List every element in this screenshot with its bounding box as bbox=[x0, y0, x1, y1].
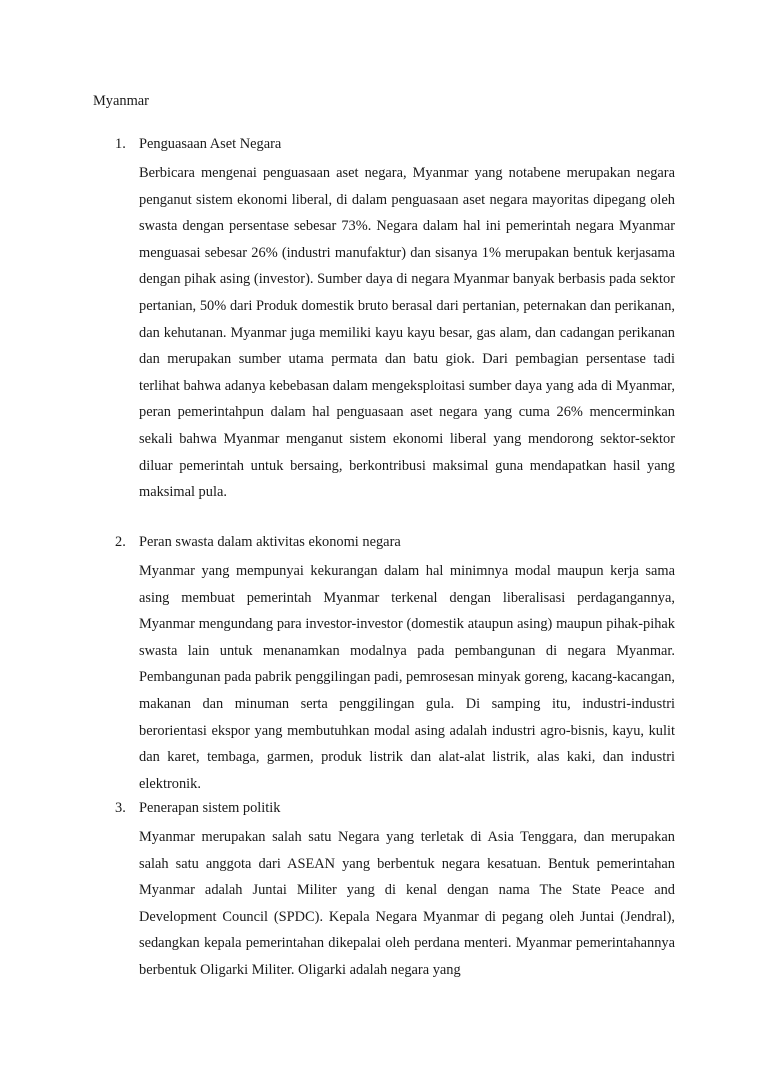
section-body: Berbicara mengenai penguasaan aset negara, Myanmar yang notabene merupakan negara penganut sistem ekonomi liberal, di dalam penguasaan aset negara mayoritas dipegang oleh swasta dengan persentase sebesar 73%. Negara dalam hal ini pemerintah negara Myanmar menguasai sebesar 26% (industri manufaktur) dan sisanya 1% merupakan bentuk kerjasama dengan pihak asing (investor). Sumber daya di negara Myanmar banyak berbasis pada sektor pertanian, 50% dari Produk domestik bruto berasal dari pertanian, peternakan dan perikanan, dan kehutanan. Myanmar juga memiliki kayu kayu besar, gas alam, dan cadangan perikanan dan merupakan sumber utama permata dan batu giok. Dari pembagian persentase tadi terlihat bahwa adanya kebebasan dalam mengeksploitasi sumber daya yang ada di Myanmar, peran pemerintahpun dalam hal penguasaan aset negara yang cuma 26% mencerminkan sekali bahwa Myanmar menganut sistem ekonomi liberal yang mendorong sektor-sektor diluar pemerintah untuk bersaing, berkontribusi maksimal guna mendapatkan hasil yang maksimal pula. bbox=[139, 165, 675, 501]
section-heading bbox=[115, 798, 675, 818]
section-body: Myanmar merupakan salah satu Negara yang terletak di Asia Tenggara, dan merupakan salah satu anggota dari ASEAN yang berbentuk negara kesatuan. Bentuk pemerintahan Myanmar adalah Juntai Militer yang di kenal dengan nama The State Peace and Development Council (SPDC). Kepala Negara Myanmar di pegang oleh Juntai (Jendral), sedangkan kepala pemerintahan dikepalai oleh perdana menteri. Myanmar pemerintahannya berbentuk Oligarki Militer. Oligarki adalah negara yang bbox=[139, 829, 675, 978]
section-peran-swasta bbox=[115, 532, 675, 797]
page-title: Myanmar bbox=[93, 93, 149, 109]
section-heading bbox=[115, 532, 675, 552]
section-heading-text: Penerapan sistem politik bbox=[139, 800, 281, 816]
section-heading bbox=[115, 134, 675, 154]
section-body: Myanmar yang mempunyai kekurangan dalam hal minimnya modal maupun kerja sama asing membuat pemerintah Myanmar terkenal dengan liberalisasi perdagangannya, Myanmar mengundang para investor-investor (domestik ataupun asing) maupun pihak-pihak swasta lain untuk menanamkan modalnya pada pembangunan di negara Myanmar. Pembangunan pada pabrik penggilingan padi, pemrosesan minyak goreng, kacang-kacangan, makanan dan minuman serta penggilingan gula. Di samping itu, industri-industri berorientasi ekspor yang membutuhkan modal asing adalah industri agro-bisnis, kayu, kulit dan karet, tembaga, garmen, produk listrik dan alat-alat listrik, alas kaki, dan industri elektronik. bbox=[139, 563, 675, 792]
section-number: 2. bbox=[115, 534, 126, 550]
section-penerapan-sistem-politik bbox=[115, 798, 675, 984]
section-heading-text: Penguasaan Aset Negara bbox=[139, 136, 282, 152]
section-penguasaan-aset-negara bbox=[115, 134, 675, 506]
section-number: 1. bbox=[115, 136, 126, 152]
section-heading-text: Peran swasta dalam aktivitas ekonomi negara bbox=[139, 534, 401, 550]
section-number: 3. bbox=[115, 800, 126, 816]
